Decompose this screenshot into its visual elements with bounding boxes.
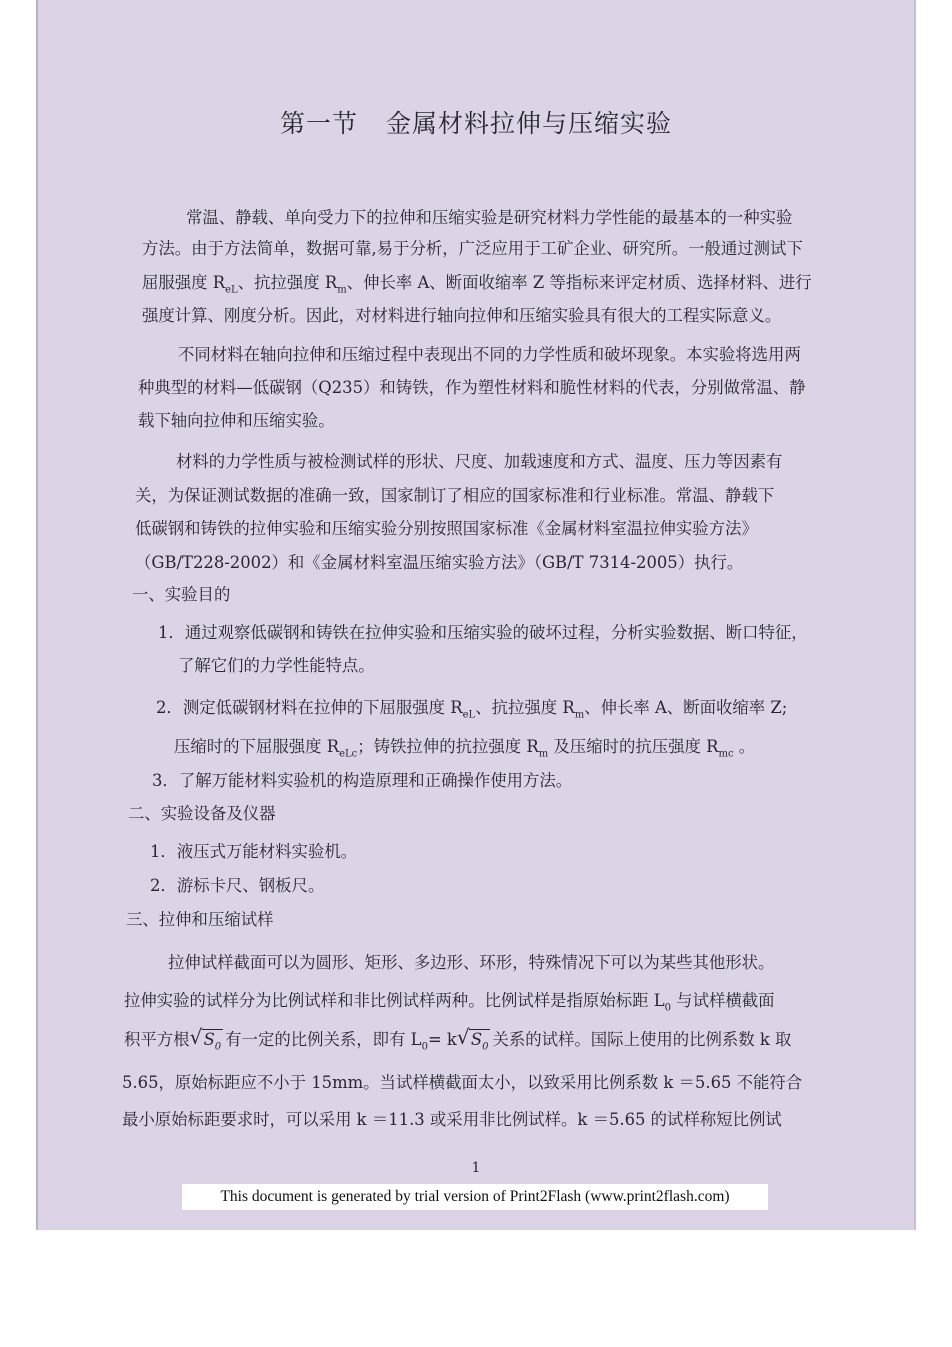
section2-heading: 二、实验设备及仪器 — [128, 804, 276, 823]
section3-line2: 拉伸实验的试样分为比例试样和非比例试样两种。比例试样是指原始标距 $L_0$ 与试样横截面 — [124, 991, 775, 1014]
sqrt-s0-formula: √ $S_0$ — [192, 1030, 224, 1057]
section1-heading: 一、实验目的 — [132, 585, 231, 604]
section3-line1: 拉伸试样截面可以为圆形、矩形、多边形、环形，特殊情况下可以为某些其他形状。 — [168, 953, 775, 972]
scanned-page — [36, 0, 916, 1230]
intro-p1-line4: 强度计算、刚度分析。因此，对材料进行轴向拉伸和压缩实验具有很大的工程实际意义。 — [142, 306, 782, 325]
section2-item2: 2．游标卡尺、钢板尺。 — [150, 876, 325, 895]
sqrt-s0-formula-2: √ $S_0$ — [459, 1030, 491, 1057]
section2-item1: 1．液压式万能材料实验机。 — [150, 842, 358, 861]
intro-p3-line4: （GB/T228-2002）和《金属材料室温压缩实验方法》（GB/T 7314-2005）执行。 — [135, 553, 744, 572]
intro-p3-line2: 关，为保证测试数据的准确一致，国家制订了相应的国家标准和行业标准。常温、静载下 — [135, 486, 775, 505]
intro-p2-line1: 不同材料在轴向拉伸和压缩过程中表现出不同的力学性质和破坏现象。本实验将选用两 — [178, 345, 801, 364]
section3-heading: 三、拉伸和压缩试样 — [126, 910, 274, 929]
section1-item3: 3．了解万能材料实验机的构造原理和正确操作使用方法。 — [152, 771, 573, 790]
page-number: 1 — [471, 1160, 481, 1176]
section1-item1-line1: 1．通过观察低碳钢和铸铁在拉伸实验和压缩实验的破坏过程，分析实验数据、断口特征， — [158, 623, 808, 642]
section1-item2-line2: 压缩时的下屈服强度 $R_{eLc}$；铸铁拉伸的抗拉强度 $R_m$ 及压缩时的抗压强度 $R_{mc}$ 。 — [174, 737, 756, 760]
intro-p1-line1: 常温、静载、单向受力下的拉伸和压缩实验是研究材料力学性能的最基本的一种实验 — [186, 208, 793, 227]
section1-item2-line1: 2．测定低碳钢材料在拉伸的下屈服强度 $R_{eL}$、抗拉强度 $R_m$、伸长率 A、断面收缩率 Z; — [156, 698, 788, 721]
intro-p1-line3: 屈服强度 $R_{eL}$、抗拉强度 $R_m$、伸长率 A、断面收缩率 Z 等指标来评定材质、选择材料、进行 — [142, 273, 812, 296]
title-section-number: 第一节 — [279, 109, 358, 138]
page-title — [38, 104, 914, 140]
section1-item1-line2: 了解它们的力学性能特点。 — [178, 656, 375, 675]
trial-watermark-banner: This document is generated by trial version of Print2Flash (www.print2flash.com) — [182, 1184, 768, 1210]
intro-p2-line3: 载下轴向拉伸和压缩实验。 — [138, 411, 335, 430]
section3-line4: 5.65，原始标距应不小于 15mm。当试样横截面太小，以致采用比例系数 k ＝5.65 不能符合 — [122, 1073, 803, 1092]
intro-p2-line2: 种典型的材料—低碳钢（Q235）和铸铁，作为塑性材料和脆性材料的代表，分别做常温、静 — [138, 378, 806, 397]
section3-line3: 积平方根√ $S_0$ 有一定的比例关系，即有 $L_0= k√$ $S_0$ 关系的试样。国际上使用的比例系数 k 取 — [124, 1030, 791, 1057]
intro-p1-line2: 方法。由于方法简单，数据可靠,易于分析，广泛应用于工矿企业、研究所。一般通过测试下 — [142, 239, 803, 258]
intro-p3-line3: 低碳钢和铸铁的拉伸实验和压缩实验分别按照国家标准《金属材料室温拉伸实验方法》 — [135, 519, 758, 538]
section3-line5: 最小原始标距要求时，可以采用 k ＝11.3 或采用非比例试样。k ＝5.65 的试样称短比例试 — [122, 1110, 782, 1129]
intro-p3-line1: 材料的力学性质与被检测试样的形状、尺度、加载速度和方式、温度、压力等因素有 — [176, 452, 783, 471]
title-text: 金属材料拉伸与压缩实验 — [386, 109, 673, 138]
